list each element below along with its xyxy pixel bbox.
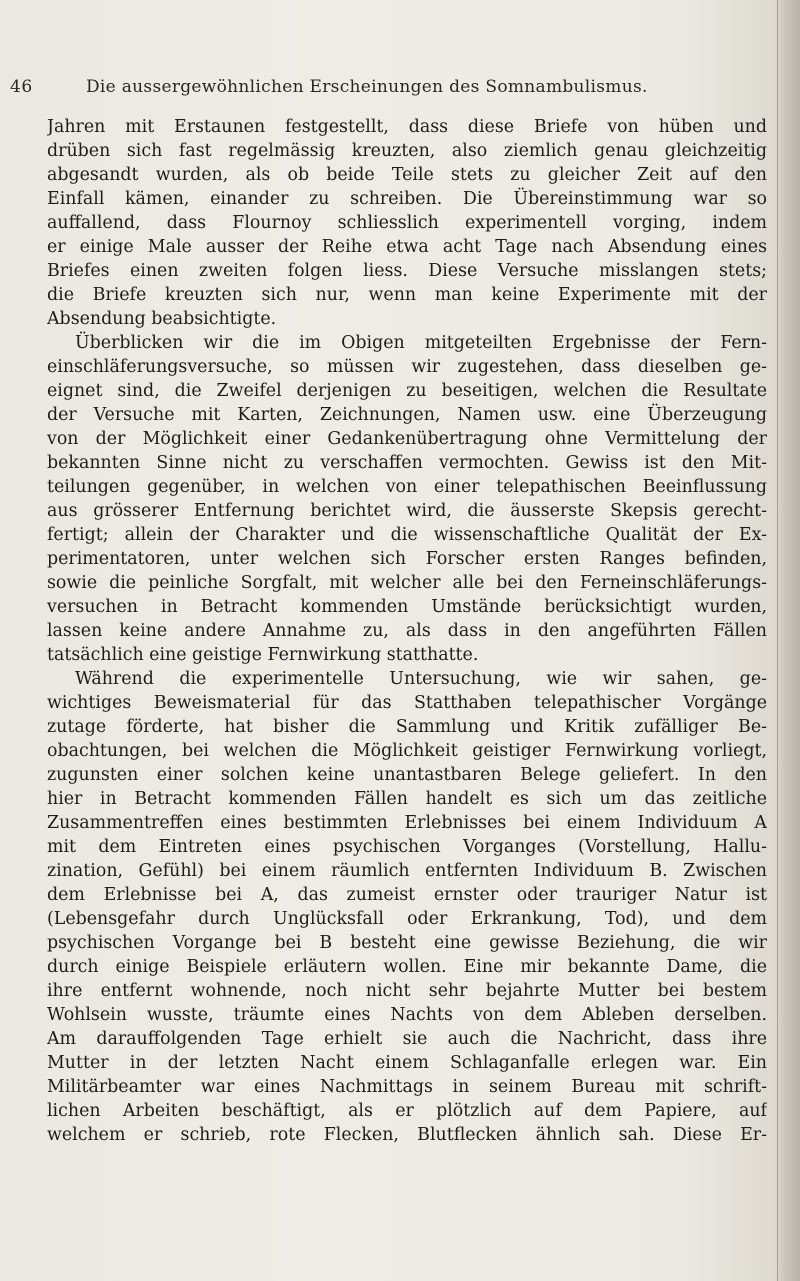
text-line: dem Erlebnisse bei A, das zumeist ernster oder trauriger Natur ist [47, 885, 767, 905]
text-line: drüben sich fast regelmässig kreuzten, also ziemlich genau gleichzeitig [47, 141, 767, 161]
running-head: Die aussergewöhnlichen Erscheinungen des Somnambulismus. [86, 77, 648, 97]
text-line: Militärbeamter war eines Nachmittags in seinem Bureau mit schrift- [47, 1077, 767, 1097]
text-line: tatsächlich eine geistige Fernwirkung statthatte. [47, 645, 479, 665]
text-line: versuchen in Betracht kommenden Umstände berücksichtigt wurden, [47, 597, 767, 617]
text-line: der Versuche mit Karten, Zeichnungen, Namen usw. eine Überzeugung [47, 405, 767, 425]
text-line: obachtungen, bei welchen die Möglichkeit geistiger Fernwirkung vorliegt, [47, 741, 767, 761]
text-line: lichen Arbeiten beschäftigt, als er plötzlich auf dem Papiere, auf [47, 1101, 767, 1121]
text-line: er einige Male ausser der Reihe etwa acht Tage nach Absendung eines [47, 237, 767, 257]
text-line: sowie die peinliche Sorgfalt, mit welcher alle bei den Ferneinschläferungs- [47, 573, 767, 593]
text-line: zutage förderte, hat bisher die Sammlung und Kritik zufälliger Be- [47, 717, 767, 737]
text-line: fertigt; allein der Charakter und die wissenschaftliche Qualität der Ex- [47, 525, 767, 545]
text-line: Zusammentreffen eines bestimmten Erlebnisses bei einem Individuum A [47, 813, 767, 833]
page-number: 46 [10, 77, 33, 97]
text-line: wichtiges Beweismaterial für das Statthaben telepathischer Vorgänge [47, 693, 767, 713]
text-line: hier in Betracht kommenden Fällen handelt es sich um das zeitliche [47, 789, 767, 809]
text-line: ihre entfernt wohnende, noch nicht sehr bejahrte Mutter bei bestem [47, 981, 767, 1001]
text-line: abgesandt wurden, als ob beide Teile stets zu gleicher Zeit auf den [47, 165, 767, 185]
text-line: Briefes einen zweiten folgen liess. Diese Versuche misslangen stets; [47, 261, 767, 281]
text-line: zination, Gefühl) bei einem räumlich entfernten Individuum B. Zwischen [47, 861, 767, 881]
text-line: Absendung beabsichtigte. [47, 309, 277, 329]
text-line: Wohlsein wusste, träumte eines Nachts von dem Ableben derselben. [47, 1005, 767, 1025]
text-line: durch einige Beispiele erläutern wollen. Eine mir bekannte Dame, die [47, 957, 767, 977]
page-header [10, 77, 770, 99]
text-line: Am darauffolgenden Tage erhielt sie auch die Nachricht, dass ihre [47, 1029, 767, 1049]
text-line: bekannten Sinne nicht zu verschaffen vermochten. Gewiss ist den Mit- [47, 453, 767, 473]
text-line: perimentatoren, unter welchen sich Forscher ersten Ranges befinden, [47, 549, 767, 569]
text-line: einschläferungsversuche, so müssen wir zugestehen, dass dieselben ge- [47, 357, 767, 377]
body-text [47, 115, 767, 1147]
text-line: aus grösserer Entfernung berichtet wird, die äusserste Skepsis gerecht- [47, 501, 767, 521]
text-line: lassen keine andere Annahme zu, als dass in den angeführten Fällen [47, 621, 767, 641]
text-line: teilungen gegenüber, in welchen von einer telepathischen Beeinflussung [47, 477, 767, 497]
page-right-edge [777, 0, 800, 1281]
text-line: Einfall kämen, einander zu schreiben. Die Übereinstimmung war so [47, 189, 767, 209]
text-line: (Lebensgefahr durch Unglücksfall oder Erkrankung, Tod), und dem [47, 909, 767, 929]
text-line: die Briefe kreuzten sich nur, wenn man keine Experimente mit der [47, 285, 767, 305]
text-line: auffallend, dass Flournoy schliesslich experimentell vorging, indem [47, 213, 767, 233]
text-line: psychischen Vorgange bei B besteht eine gewisse Beziehung, die wir [47, 933, 767, 953]
text-line: Mutter in der letzten Nacht einem Schlaganfalle erlegen war. Ein [47, 1053, 767, 1073]
text-line: Während die experimentelle Untersuchung, wie wir sahen, ge- [75, 669, 767, 689]
text-line: von der Möglichkeit einer Gedankenübertragung ohne Vermittelung der [47, 429, 767, 449]
text-line: Jahren mit Erstaunen festgestellt, dass diese Briefe von hüben und [47, 117, 767, 137]
text-line: welchem er schrieb, rote Flecken, Blutflecken ähnlich sah. Diese Er- [47, 1125, 767, 1145]
text-line: mit dem Eintreten eines psychischen Vorganges (Vorstellung, Hallu- [47, 837, 767, 857]
text-line: zugunsten einer solchen keine unantastbaren Belege geliefert. In den [47, 765, 767, 785]
text-line: eignet sind, die Zweifel derjenigen zu beseitigen, welchen die Resultate [47, 381, 767, 401]
text-line: Überblicken wir die im Obigen mitgeteilten Ergebnisse der Fern- [75, 333, 767, 353]
